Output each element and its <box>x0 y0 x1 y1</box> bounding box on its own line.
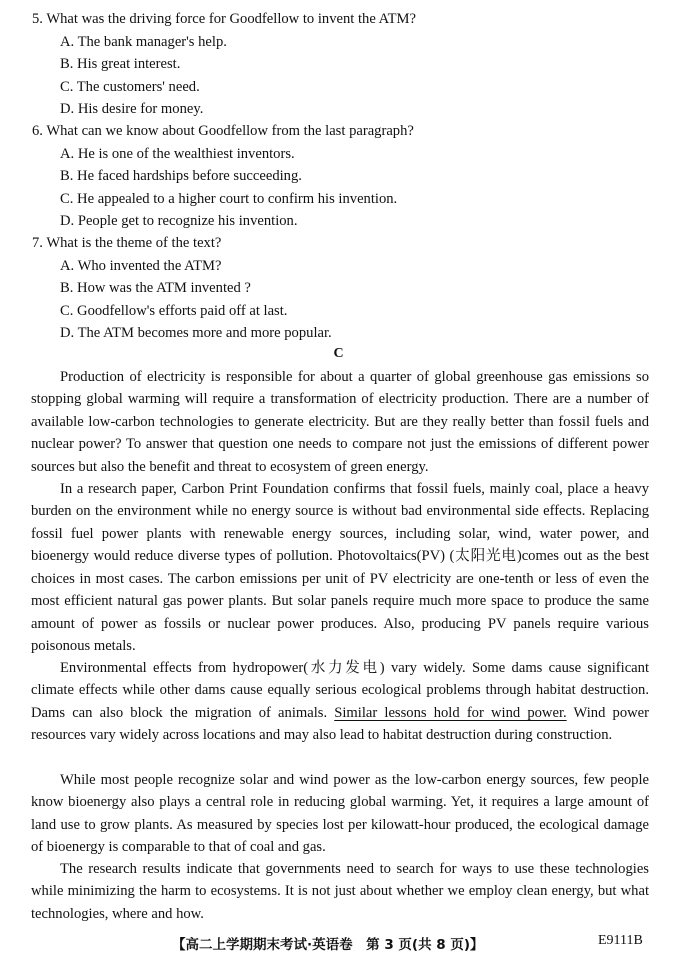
exam-title: 【高二上学期期末考试·英语卷 第 3 页(共 8 页)】 <box>172 937 484 953</box>
exam-code: E9111B <box>598 933 643 948</box>
question-6-option-c: C. He appealed to a higher court to confirm his invention. <box>60 191 398 207</box>
question-6-stem: 6. What can we know about Goodfellow from the last paragraph? <box>32 123 414 139</box>
question-7-option-d: D. The ATM becomes more and more popular. <box>60 325 332 341</box>
question-7-option-b: B. How was the ATM invented ? <box>60 280 251 296</box>
question-5-option-a: A. The bank manager's help. <box>60 34 227 50</box>
passage-paragraph-4: While most people recognize solar and wind power as the low-carbon energy sources, few people know bioenergy also plays a central role in reducing global warming. Yet, it requires a large amount of land use to grow plants. As measured by species lost per kilowatt-hour produced, the ecological damage of bioenergy is comparable to that of coal and gas. <box>31 772 649 856</box>
passage-paragraph-5: The research results indicate that governments need to search for ways to use these technologies while minimizing the harm to ecosystems. It is not just about whether we employ clean energy, but what technologies, where and how. <box>31 861 649 922</box>
question-6-option-a: A. He is one of the wealthiest inventors. <box>60 146 295 162</box>
question-5-option-c: C. The customers' need. <box>60 79 200 95</box>
question-6-option-d: D. People get to recognize his invention. <box>60 213 298 229</box>
underlined-sentence: Similar lessons hold for wind power. <box>334 704 567 721</box>
paragraph-3-text-start: Environmental effects from hydropower(水力发电) vary widely. Some dams cause significant climate effects while other dams cause equally serious ecological problems through habitat destruction. Dams can also block the migration of animals. <box>31 660 649 721</box>
question-7-option-c: C. Goodfellow's efforts paid off at last. <box>60 303 288 319</box>
question-5-stem: 5. What was the driving force for Goodfellow to invent the ATM? <box>32 11 416 27</box>
passage-paragraph-2: In a research paper, Carbon Print Foundation confirms that fossil fuels, mainly coal, place a heavy burden on the environment while no energy source is without bad environmental side effects. Replacing fossil fuel power plants with renewable energy sources, including solar, wind, water power, and bioenergy would reduce diverse types of pollution. Photovoltaics(PV) (太阳光电)comes out as the best choices in most cases. The carbon emissions per unit of PV electricity are one-tenth or less of even the most efficient natural gas power plants. But solar panels require much more space to produce the same amount of power as fossils or nuclear power produces. Also, producing PV panels require various poisonous metals. <box>31 481 649 655</box>
passage-heading: C <box>333 346 344 361</box>
question-7-option-a: A. Who invented the ATM? <box>60 258 222 274</box>
paragraph-3-text-end: Wind power resources vary widely across locations and may also lead to habitat destruction during construction. <box>31 704 650 744</box>
question-5-option-d: D. His desire for money. <box>60 101 204 117</box>
passage-paragraph-3 <box>31 657 649 747</box>
question-6-option-b: B. He faced hardships before succeeding. <box>60 168 302 184</box>
question-7-stem: 7. What is the theme of the text? <box>32 235 222 251</box>
passage-paragraph-1: Production of electricity is responsible for about a quarter of global greenhouse gas emissions so stopping global warming will require a transformation of electricity production. There are a number of available low-carbon technologies to generate electricity. But are they really better than fossil fuels and nuclear power? To answer that question one needs to compare not just the emissions of different power sources but also the benefit and threat to ecosystem of green energy. <box>31 369 649 475</box>
question-5-option-b: B. His great interest. <box>60 56 181 72</box>
